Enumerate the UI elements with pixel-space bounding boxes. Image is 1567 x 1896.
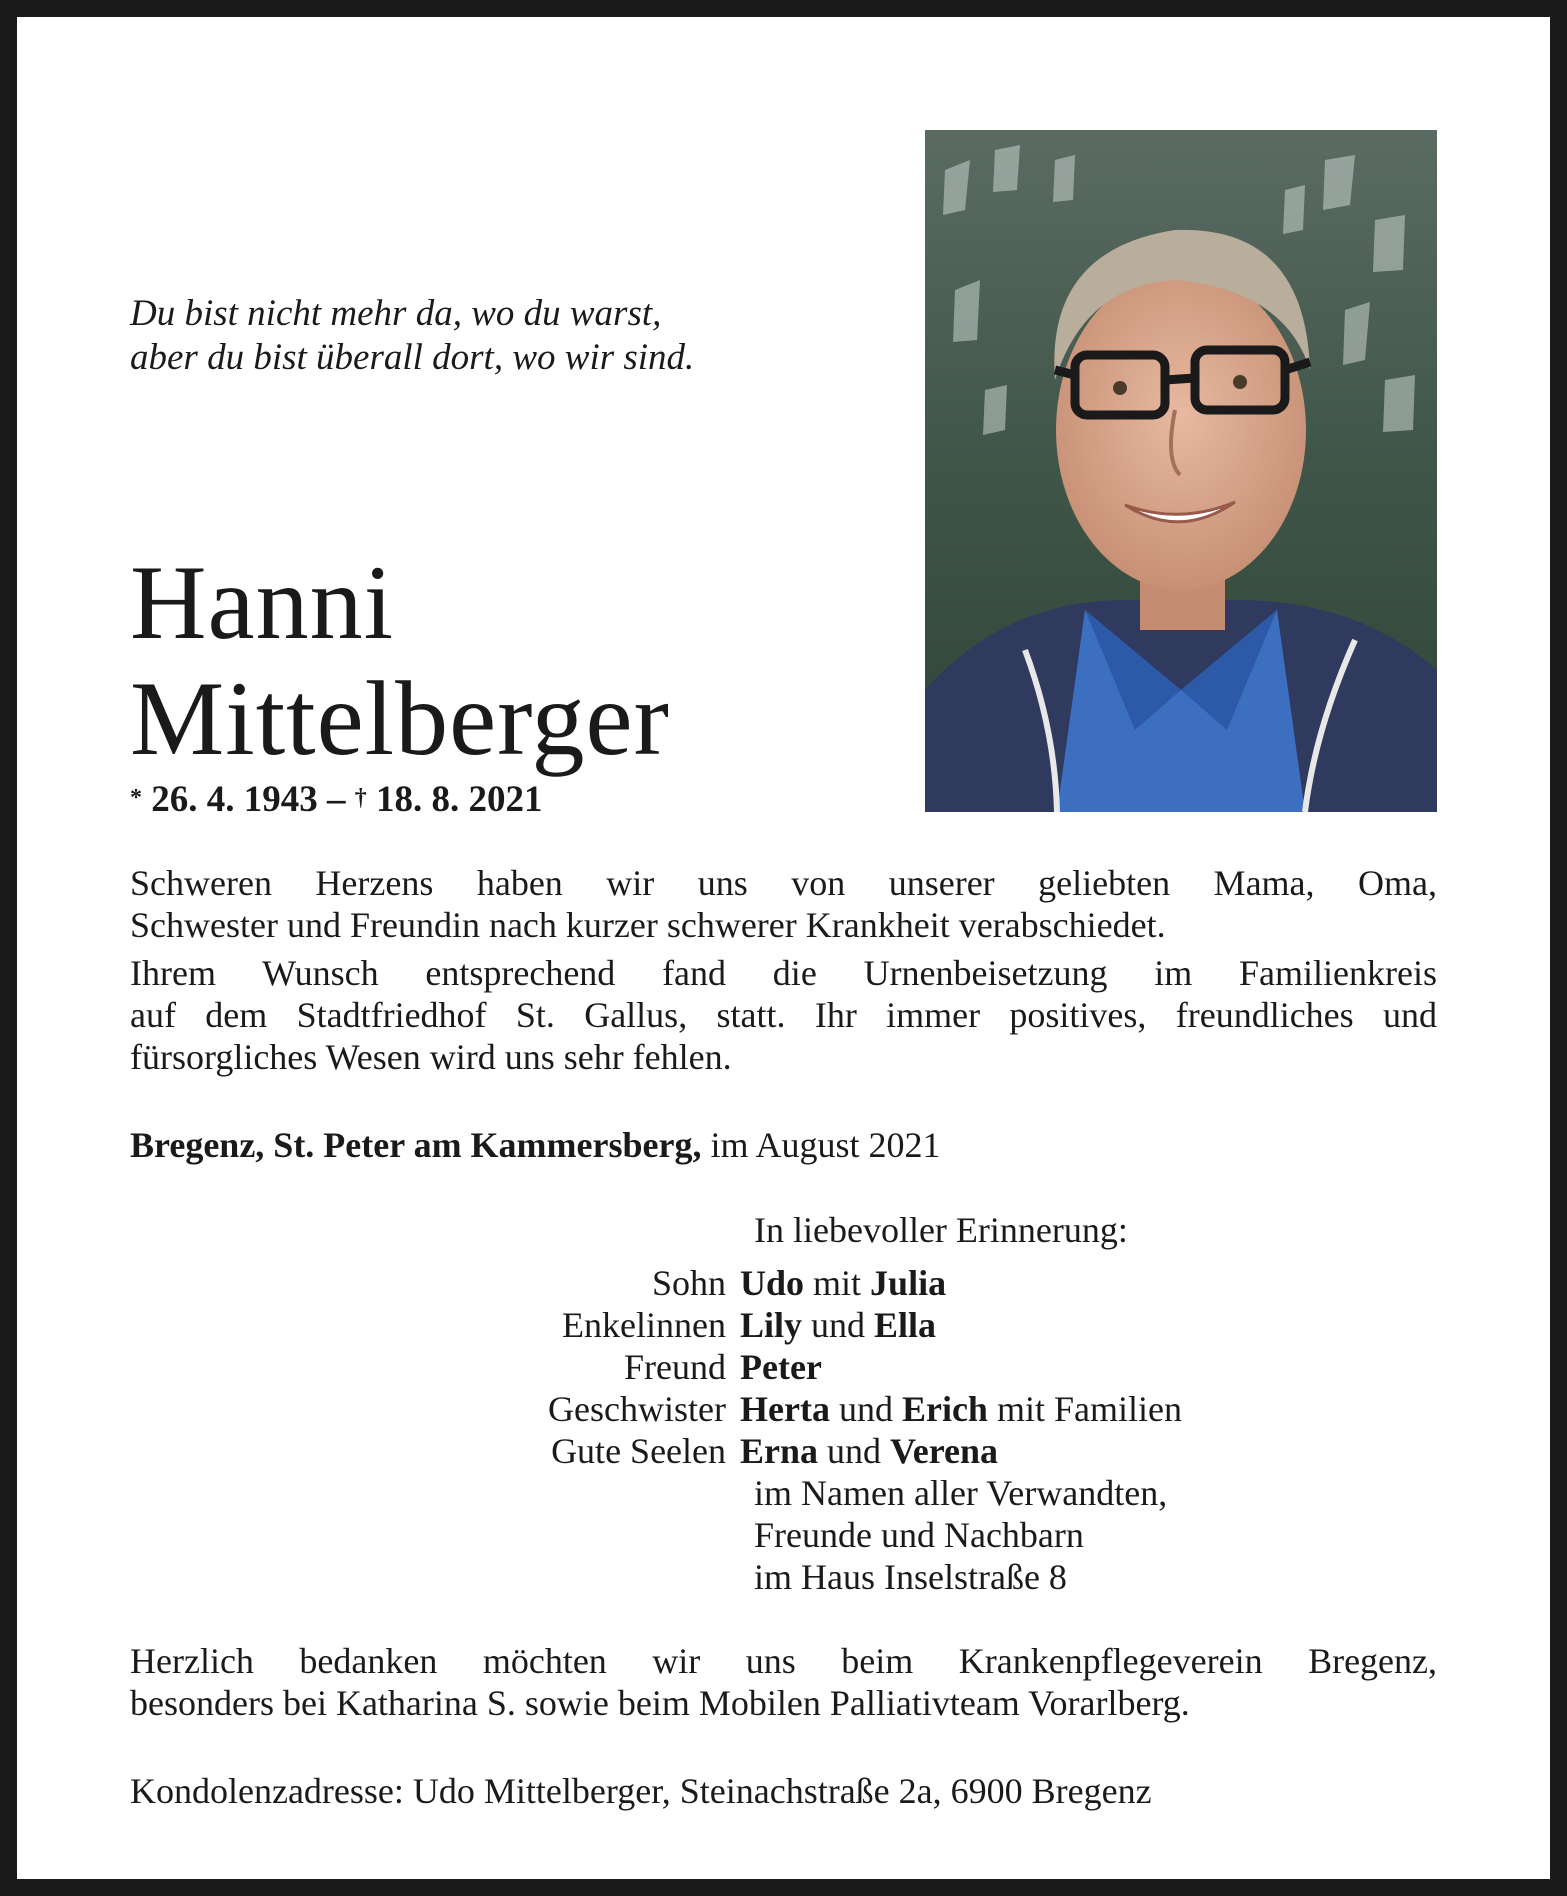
- relative-name: Udo: [740, 1263, 805, 1303]
- relative-name: Erna: [740, 1431, 819, 1471]
- relative-name: Lily: [740, 1305, 803, 1345]
- relative-suffix: mit Familien: [996, 1389, 1182, 1429]
- relative-row: [300, 1430, 1400, 1472]
- memory-title: In liebevoller Erinnerung:: [754, 1210, 1128, 1250]
- memorial-quote: [130, 292, 750, 380]
- date-separator: –: [327, 779, 346, 820]
- portrait-photo: [925, 130, 1437, 812]
- quote-line-1: Du bist nicht mehr da, wo du warst,: [130, 293, 662, 334]
- place-date: im August 2021: [710, 1125, 941, 1165]
- announcement-paragraph-2: [130, 952, 1437, 1078]
- condolence-address: Kondolenzadresse: Udo Mittelberger, Steinachstraße 2a, 6900 Bregenz: [130, 1771, 1152, 1811]
- relative-role: Freund: [624, 1347, 726, 1387]
- relative-joiner: mit: [813, 1263, 862, 1303]
- thanks-line: Herzlich bedanken möchten wir uns beim Krankenpflegeverein Bregenz,: [130, 1641, 1437, 1681]
- place-location: Bregenz, St. Peter am Kammersberg,: [130, 1125, 702, 1165]
- relative-role: Gute Seelen: [551, 1431, 726, 1471]
- paragraph-1-line: Schwester und Freundin nach kurzer schwerer Krankheit verabschiedet.: [130, 905, 1166, 945]
- relative-name: Peter: [740, 1347, 822, 1387]
- extra-line: im Haus Inselstraße 8: [754, 1557, 1067, 1597]
- relative-role: Sohn: [651, 1263, 726, 1303]
- place-and-date: [130, 1124, 941, 1166]
- relative-row: [300, 1304, 1400, 1346]
- quote-line-2: aber du bist überall dort, wo wir sind.: [130, 337, 695, 378]
- relative-name: Julia: [870, 1263, 947, 1303]
- extra-line: im Namen aller Verwandten,: [754, 1473, 1168, 1513]
- relative-name: Erich: [901, 1389, 988, 1429]
- announcement-paragraph-1: [130, 862, 1437, 946]
- relative-name: Ella: [874, 1305, 937, 1345]
- paragraph-2-line: fürsorgliches Wesen wird uns sehr fehlen.: [130, 1037, 732, 1077]
- relative-joiner: und: [838, 1389, 893, 1429]
- first-name: Hanni: [130, 544, 395, 661]
- birth-symbol: *: [130, 785, 142, 811]
- paragraph-1-line: Schweren Herzens haben wir uns von unserer geliebten Mama, Oma,: [130, 863, 1437, 903]
- family-extra: [754, 1472, 1167, 1598]
- relative-row: [300, 1262, 1400, 1304]
- relative-role: Geschwister: [548, 1389, 726, 1429]
- last-name: Mittelberger: [130, 660, 670, 777]
- life-dates: [130, 778, 543, 822]
- relative-joiner: und: [811, 1305, 866, 1345]
- deceased-name: [130, 545, 890, 777]
- extra-line: Freunde und Nachbarn: [754, 1515, 1084, 1555]
- death-symbol: †: [354, 785, 367, 811]
- death-date: 18. 8. 2021: [376, 779, 543, 820]
- paragraph-2-line: Ihrem Wunsch entsprechend fand die Urnenbeisetzung im Familienkreis: [130, 953, 1437, 993]
- paragraph-2-line: auf dem Stadtfriedhof St. Gallus, statt. Ihr immer positives, freundliches und: [130, 995, 1437, 1035]
- relatives-list: [300, 1262, 1400, 1472]
- relative-role: Enkelinnen: [562, 1305, 726, 1345]
- relative-joiner: und: [827, 1431, 882, 1471]
- thanks-paragraph: [130, 1640, 1437, 1724]
- relative-row: [300, 1346, 1400, 1388]
- relative-name: Verena: [890, 1431, 999, 1471]
- relative-name: Herta: [740, 1389, 830, 1429]
- relative-row: [300, 1388, 1400, 1430]
- birth-date: 26. 4. 1943: [151, 779, 318, 820]
- thanks-line: besonders bei Katharina S. sowie beim Mobilen Palliativteam Vorarlberg.: [130, 1683, 1190, 1723]
